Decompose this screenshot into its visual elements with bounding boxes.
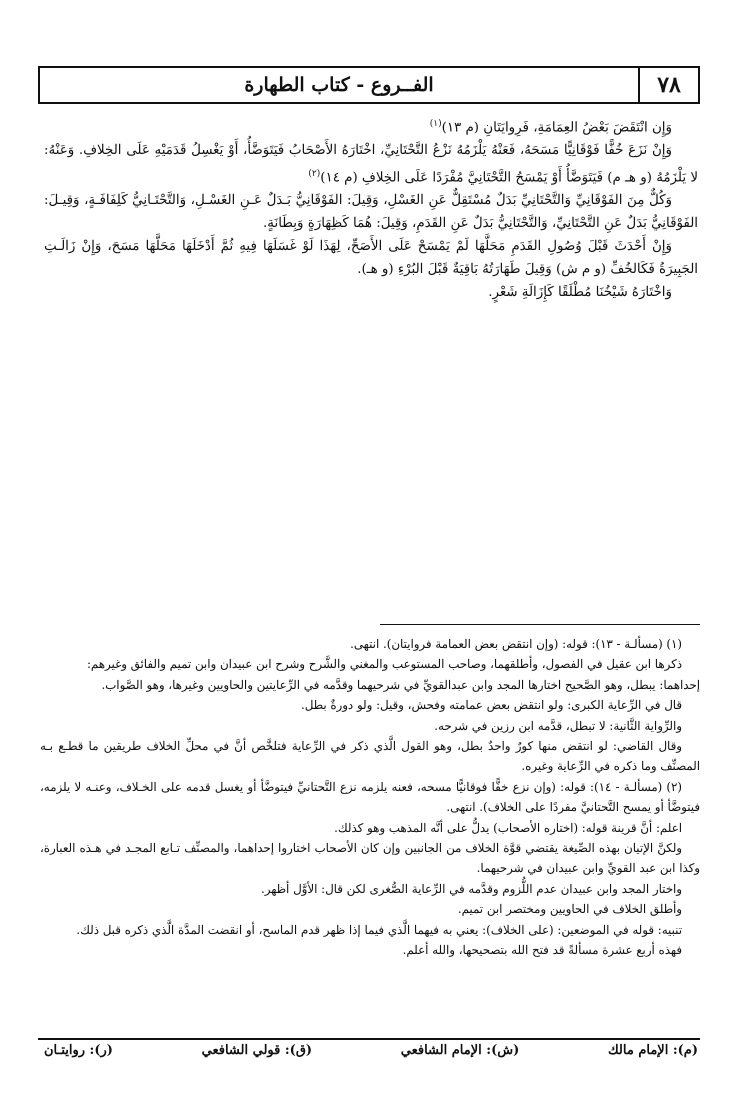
footnote-line: وقال القاضي: لو انتقض منها كورٌ واحدٌ بطل، وهو القول الَّذي ذكر في الرِّعاية فتلخَّص أنَّ في محلِّ الخلاف طريقين ما قطـع بـه المصنِّف وما ذكره في الرِّعاية وغيره. [40, 739, 700, 774]
legend-item: (ش): الإمام الشافعي [400, 1043, 520, 1058]
legend-divider [38, 1038, 700, 1040]
footnotes [40, 634, 700, 961]
main-paragraph: وَاخْتَارَهُ شَيْخُنَا مُطْلَقًا كَإِزَالَةِ شَعْرٍ. [488, 284, 672, 300]
footnote-line: (١) (مسألـة - ١٣): قوله: (وإن انتقض بعض العمامة فروايتان). انتهى. [350, 637, 682, 651]
footnote-line: ولكنَّ الإتيان بهذه الصِّيغة يقتضي قوَّة الخلاف من الجانبين وإن كان الأصحاب اختاروا إحداهما، والمصنِّف تـابع المجـد في هـذه العبارة، وكذا ابن عبد القويِّ وابن عبيدان في شرحيهما. [40, 841, 700, 876]
footnote-line: تنبيه: قوله في الموضعين: (على الخلاف): يعني به فيهما الَّذي فيما إذا ظهر قدم الماسح، أو انقضت المدَّة الَّذي ذكره قبل ذلك. [76, 922, 682, 937]
footnote-line: واختار المجد وابن عبيدان عدم اللُّزوم وقدَّمه في الرِّعاية الصُّغرى لكن قال: الأوَّل أظهر. [260, 881, 682, 896]
footnote-line: ذكرها ابن عقيل في الفصول، وأطلقهما، وصاحب المستوعب والمغني والشَّرح وشرح ابن عبيدان وابن تميم والفائق وغيرهم: [86, 657, 682, 672]
paragraph-text: وَإِن انْتَقَضَ بَعْضُ العِمَامَةِ، فَرِوايَتَانِ (م ١٣) [441, 120, 672, 136]
paragraph-text: وَإِنْ نَزَعَ خُفًّا فَوْقَانِيًّا مَسَحَهُ، فَعَنْهُ يَلْزَمُهُ نَزْعُ التَّحْتَانِيِّ، اخْتَارَهُ الأَصْحَابُ فَيَتَوَضَّأُ، أَوْ يَغْسِلُ قَدَمَيْهِ عَلَى الخِلافِ. وَعَنْهُ: لا يَلْزَمُهُ (و هـ م) فَيَتَوَضَّأُ أَوْ يَمْسَحُ التَّحْتَانِيَّ مُفْرَدًا عَلَى الخِلافِ (م ١٤) [44, 143, 698, 186]
page-header [38, 66, 700, 104]
legend-item: (م): الإمام مالك [607, 1043, 698, 1058]
footnote-line: إحداهما: يبطل، وهو الصَّحيح اختارها المجد وابن عبدالقويِّ في شرحيهما وقدَّمه في الرِّعايتين والحاويين وغيرها، وهو الصَّواب. [101, 677, 700, 692]
footnote-line: فهذه أربع عشرة مسألةً قد فتح الله بتصحيحها، والله أعلم. [402, 943, 682, 958]
running-title: الفــروع - كتاب الطهارة [244, 74, 434, 96]
main-paragraph: وَإِنْ أَحْدَثَ قَبْلَ وُصُولِ القَدَمِ مَحَلَّهَا لَمْ يَمْسَحْ عَلَى الأَصَحِّ، لِهَذَا لَوْ غَسَلَهَا فِيهِ ثُمَّ أَدْخَلَهَا مَحَلَّهَا مَسَحَ، وَإِنْ زَالَـتِ الجَبِيرَةُ فَكَالخُفِّ (و م ش) وَقِيلَ طَهَارَتُهُ بَاقِيَةٌ قَبْلَ البُرْءِ (و هـ). [44, 238, 698, 277]
footnote-line: اعلم: أنَّ قرينة قوله: (اختاره الأصحاب) يدلُّ على أنَّه المذهب وهو كذلك. [334, 820, 682, 835]
footnote-line: والرِّواية الثَّانية: لا تبطل، قدَّمه ابن رزين في شرحه. [434, 718, 682, 733]
main-paragraph: وَكُلٌّ مِنَ الفَوْقَانِيِّ وَالتَّحْتَانِيِّ بَدَلٌ مُسْتَقِلٌّ عَنِ الغَسْلِ، وَقِيلَ: الفَوْقَانِيُّ بَـدَلٌ عَـنِ الغَسْـلِ، وَالتَّحْتَـانِيُّ كَلِفَافَـةٍ، وَقِيـلَ: الفَوْقَانِيُّ بَدَلٌ عَنِ التَّحْتَانِيِّ، وَالتَّحْتَانِيُّ بَدَلٌ عَنِ القَدَمِ، وَقِيلَ: هُمَا كَظِهَارَةٍ وَبِطَانَةٍ. [44, 193, 698, 232]
footnote-divider [380, 624, 700, 625]
page-number: ٧٨ [638, 68, 698, 102]
footnote-line: وأطلق الخلاف في الحاويين ومختصر ابن تميم. [457, 902, 682, 917]
legend-item: (ق): قولي الشافعي [201, 1043, 313, 1058]
main-paragraph [44, 140, 698, 190]
main-text [44, 113, 698, 304]
main-paragraph [44, 113, 698, 140]
footnote-line: (٢) (مسألـة - ١٤): قوله: (وإن نزع خفًّا فوقانيًّا مسحه، فعنه يلزمه نزع التَّحتانيِّ فيتوضَّأ أو يغسل قدمه على الخـلاف، وعنـه لا يلزمه، فيتوضَّأ أو يمسح التَّحتانيَّ مفردًا على الخلاف). انتهى. [40, 779, 700, 815]
abbreviation-legend [44, 1043, 698, 1058]
footnote-line: قال في الرِّعاية الكبرى: ولو انتقض بعض عمامته وفحش، وقيل: ولو دورةٌ بطل. [300, 698, 682, 713]
legend-item: (ر): روايتـان [44, 1043, 113, 1058]
footnote-ref: (٢) [308, 169, 321, 180]
footnote-ref: (١) [429, 119, 442, 129]
